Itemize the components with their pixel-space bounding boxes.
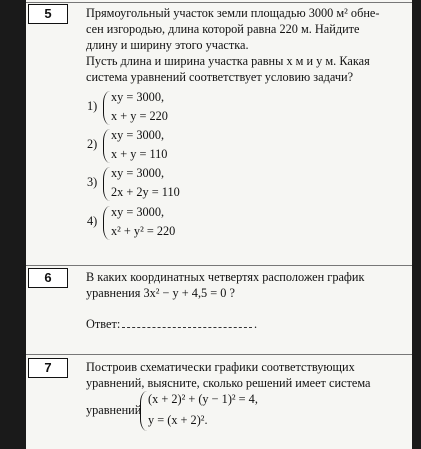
option-4-eq2: x² + y² = 220 bbox=[111, 224, 176, 238]
task5-line-5: система уравнений соответствует условию задачи? bbox=[86, 70, 354, 84]
answer-end-dot: . bbox=[254, 317, 258, 331]
answer-label: Ответ: bbox=[86, 317, 121, 331]
option-3-eq1: xy = 3000, bbox=[111, 166, 165, 180]
task6-line-2: уравнения 3x² − y + 4,5 = 0 ? bbox=[86, 286, 235, 300]
task7-eq1: (x + 2)² + (y − 1)² = 4, bbox=[148, 392, 258, 406]
option-3-brace bbox=[103, 167, 110, 201]
option-4-label: 4) bbox=[87, 214, 98, 228]
task5-line-1: Прямоугольный участок земли площадью 3000 м² обне- bbox=[86, 6, 380, 20]
option-4-system bbox=[111, 203, 175, 241]
task7-line-2: уравнений, выясните, сколько решений имеет система bbox=[86, 376, 371, 390]
task5-line-2: сен изгородью, длина которой равна 220 м. Найдите bbox=[86, 22, 360, 36]
top-divider bbox=[26, 2, 412, 3]
task7-divider bbox=[26, 354, 412, 355]
task7-text bbox=[86, 359, 410, 391]
task5-line-3: длину и ширину этого участка. bbox=[86, 38, 249, 52]
option-2-brace bbox=[103, 129, 110, 163]
system-label: уравнений bbox=[86, 403, 142, 417]
option-4-eq1: xy = 3000, bbox=[111, 205, 165, 219]
option-2-eq1: xy = 3000, bbox=[111, 128, 165, 142]
option-1-label: 1) bbox=[87, 99, 98, 113]
task6-text bbox=[86, 269, 410, 301]
worksheet-page bbox=[26, 0, 412, 449]
option-1-eq1: xy = 3000, bbox=[111, 90, 165, 104]
option-2-system bbox=[111, 126, 167, 164]
option-1-eq2: x + y = 220 bbox=[111, 109, 168, 123]
option-2-label: 2) bbox=[87, 137, 98, 151]
option-1-system bbox=[111, 88, 168, 126]
task7-eq2: y = (x + 2)². bbox=[148, 413, 208, 427]
task7-line-1: Построив схематически графики соответствующих bbox=[86, 360, 355, 374]
task6-divider bbox=[26, 265, 412, 266]
option-2-eq2: x + y = 110 bbox=[111, 147, 168, 161]
option-1-brace bbox=[103, 91, 110, 125]
option-4-brace bbox=[103, 206, 110, 240]
task-number-6: 6 bbox=[28, 268, 68, 288]
task-number-5: 5 bbox=[28, 4, 68, 24]
task7-system bbox=[148, 389, 258, 431]
option-3-eq2: 2x + 2y = 110 bbox=[111, 185, 180, 199]
task7-brace bbox=[140, 391, 147, 431]
task5-text bbox=[86, 5, 410, 85]
answer-input-line[interactable] bbox=[122, 327, 252, 328]
option-3-label: 3) bbox=[87, 175, 98, 189]
task6-line-1: В каких координатных четвертях расположен график bbox=[86, 270, 365, 284]
task-number-7: 7 bbox=[28, 358, 68, 378]
option-3-system bbox=[111, 164, 180, 202]
task5-line-4: Пусть длина и ширина участка равны x м и y м. Какая bbox=[86, 54, 370, 68]
